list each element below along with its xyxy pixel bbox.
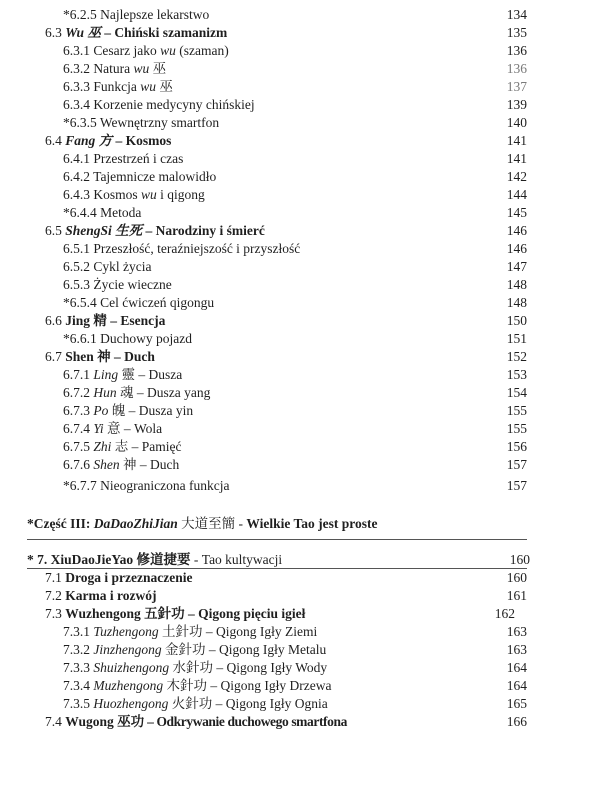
page-number: 155 [506, 403, 527, 418]
toc-entry-6-3-4[interactable] [0, 96, 600, 114]
toc-entry-6-3[interactable] [0, 24, 600, 42]
page-number: 141 [506, 133, 527, 148]
entry-title: *6.4.4 Metoda [63, 205, 142, 220]
entry-title: 6.7 Shen 神 – Duch [45, 349, 155, 364]
page-number: 164 [506, 660, 527, 675]
toc-entry-7-4[interactable] [0, 713, 600, 731]
part-subtitle: Wielkie Tao jest proste [246, 516, 378, 531]
entry-title: 6.7.3 Po 魄 – Dusza yin [63, 403, 194, 418]
page-number: 157 [506, 457, 527, 472]
page-number: 136 [506, 43, 527, 58]
page-number: 156 [506, 439, 527, 454]
page-number: 160 [509, 552, 530, 567]
entry-title: 6.6 Jing 精 – Esencja [45, 313, 166, 328]
toc-entry-6-3-5[interactable] [0, 114, 600, 132]
toc-entry-6-3-2[interactable] [0, 60, 600, 78]
page-number: 139 [506, 97, 527, 112]
toc-entry-6-4-3[interactable] [0, 186, 600, 204]
entry-title: *6.6.1 Duchowy pojazd [63, 331, 192, 346]
entry-title: 6.4.2 Tajemnicze malowidło [63, 169, 217, 184]
entry-title: 6.4.1 Przestrzeń i czas [63, 151, 184, 166]
entry-title: 6.3.1 Cesarz jako wu (szaman) [63, 43, 229, 58]
entry-title: 6.7.1 Ling 靈 – Dusza [63, 367, 183, 382]
toc-entry-7-3-3[interactable] [0, 659, 600, 677]
page-number: 135 [506, 25, 527, 40]
entry-title: 6.7.6 Shen 神 – Duch [63, 457, 180, 472]
page-number: 163 [506, 642, 527, 657]
entry-title: 6.5 ShengSi 生死 – Narodziny i śmierć [45, 223, 265, 238]
page-number: 137 [506, 79, 527, 94]
part-heading[interactable] [27, 515, 527, 533]
toc-entry-7[interactable] [0, 551, 600, 569]
entry-title: 7.3.4 Muzhengong 木針功 – Qigong Igły Drzewa [63, 678, 332, 693]
entry-title: 6.4 Fang 方 – Kosmos [45, 133, 172, 148]
entry-title: 6.5.3 Życie wieczne [63, 277, 172, 292]
entry-title: 6.3.3 Funkcja wu 巫 [63, 79, 173, 94]
toc-entry-6-4-2[interactable] [0, 168, 600, 186]
page-number: 148 [506, 295, 527, 310]
entry-title: * 7. XiuDaoJieYao 修道捷要 - Tao kultywacji [27, 552, 283, 567]
page-number: 163 [506, 624, 527, 639]
page-number: 142 [506, 169, 527, 184]
page-number: 152 [506, 349, 527, 364]
page-number: 140 [506, 115, 527, 130]
page-number: 136 [506, 61, 527, 76]
entry-title: 7.3.3 Shuizhengong 水針功 – Qigong Igły Wody [63, 660, 328, 675]
toc-entry-7-3-4[interactable] [0, 677, 600, 695]
toc-entry-7-3-5[interactable] [0, 695, 600, 713]
toc-entry-6-7-4[interactable] [0, 420, 600, 438]
entry-title: 6.7.2 Hun 魂 – Dusza yang [63, 385, 211, 400]
entry-title: 7.3.5 Huozhengong 火針功 – Qigong Igły Ognia [63, 696, 328, 711]
part-chinese: 大道至簡 [177, 516, 236, 531]
page-number: 134 [506, 7, 527, 22]
toc-entry-6-4-1[interactable] [0, 150, 600, 168]
page-number: 160 [506, 570, 527, 585]
page-number: 164 [506, 678, 527, 693]
page-number: 151 [506, 331, 527, 346]
toc-entry-6-3-1[interactable] [0, 42, 600, 60]
entry-title: 6.3.4 Korzenie medycyny chińskiej [63, 97, 255, 112]
page-number: 166 [506, 714, 527, 729]
entry-title: 7.4 Wugong 巫功 – Odkrywanie duchowego smartfona [45, 714, 347, 729]
toc-entry-6-5-3[interactable] [0, 276, 600, 294]
page-number: 154 [506, 385, 527, 400]
entry-title: 6.5.2 Cykl życia [63, 259, 152, 274]
page-number: 153 [506, 367, 527, 382]
part-separator: - [235, 516, 247, 531]
page-number: 165 [506, 696, 527, 711]
toc-entry-7-2[interactable] [0, 587, 600, 605]
page-number: 147 [506, 259, 527, 274]
page-number: 141 [506, 151, 527, 166]
toc-entry-6-5[interactable] [0, 222, 600, 240]
toc-entry-7-3[interactable] [0, 605, 600, 623]
part-title: DaDaoZhiJian [93, 516, 178, 531]
toc-entry-6-4-4[interactable] [0, 204, 600, 222]
toc-entry-6-3-3[interactable] [0, 78, 600, 96]
toc-entry-6-5-1[interactable] [0, 240, 600, 258]
entry-title: 6.3 Wu 巫 – Chiński szamanizm [45, 25, 228, 40]
entry-title: 6.5.1 Przeszłość, teraźniejszość i przyszłość [63, 241, 301, 256]
page-number: 146 [506, 241, 527, 256]
divider-line [27, 539, 527, 540]
toc-entry-6-7-3[interactable] [0, 402, 600, 420]
page-number: 146 [506, 223, 527, 238]
page-number: 144 [506, 187, 527, 202]
page-number: 155 [506, 421, 527, 436]
page-number: 150 [506, 313, 527, 328]
page-number: 148 [506, 277, 527, 292]
toc-entry-6-6-1[interactable] [0, 330, 600, 348]
entry-title: 7.3 Wuzhengong 五針功 – Qigong pięciu igieł [45, 606, 306, 621]
page-number: 161 [506, 588, 527, 603]
toc-entry-6-7-5[interactable] [0, 438, 600, 456]
toc-entry-7-3-2[interactable] [0, 641, 600, 659]
entry-title: *6.3.5 Wewnętrzny smartfon [63, 115, 220, 130]
entry-title: *6.5.4 Cel ćwiczeń qigongu [63, 295, 215, 310]
toc-entry-6-6[interactable] [0, 312, 600, 330]
toc-entry-6-7-1[interactable] [0, 366, 600, 384]
entry-title: *6.7.7 Nieograniczona funkcja [63, 478, 230, 493]
entry-title: 7.1 Droga i przeznaczenie [45, 570, 193, 585]
page-number: 157 [506, 478, 527, 493]
toc-entry-6-7-7[interactable] [0, 477, 600, 495]
page-number: 145 [506, 205, 527, 220]
entry-title: 6.7.5 Zhi 志 – Pamięć [63, 439, 182, 454]
part-prefix: *Część III: [27, 516, 94, 531]
entry-title: 6.3.2 Natura wu 巫 [63, 61, 167, 76]
toc-entry-6-7-6[interactable] [0, 456, 600, 474]
entry-title: 7.3.2 Jinzhengong 金針功 – Qigong Igły Metalu [63, 642, 327, 657]
page-number: 162 [494, 606, 515, 621]
entry-title: 6.7.4 Yi 意 – Wola [63, 421, 163, 436]
toc-entry-6-5-4[interactable] [0, 294, 600, 312]
entry-title: *6.2.5 Najlepsze lekarstwo [63, 7, 210, 22]
toc-entry-7-3-1[interactable] [0, 623, 600, 641]
toc-entry-7-1[interactable] [0, 569, 600, 587]
entry-title: 7.2 Karma i rozwój [45, 588, 157, 603]
toc-entry-6-4[interactable] [0, 132, 600, 150]
toc-entry-6-7-2[interactable] [0, 384, 600, 402]
toc-entry-6-7[interactable] [0, 348, 600, 366]
entry-title: 6.4.3 Kosmos wu i qigong [63, 187, 205, 202]
toc-entry-6-5-2[interactable] [0, 258, 600, 276]
entry-title: 7.3.1 Tuzhengong 土針功 – Qigong Igły Ziemi [63, 624, 318, 639]
toc-entry-6-2-5[interactable] [0, 6, 600, 24]
